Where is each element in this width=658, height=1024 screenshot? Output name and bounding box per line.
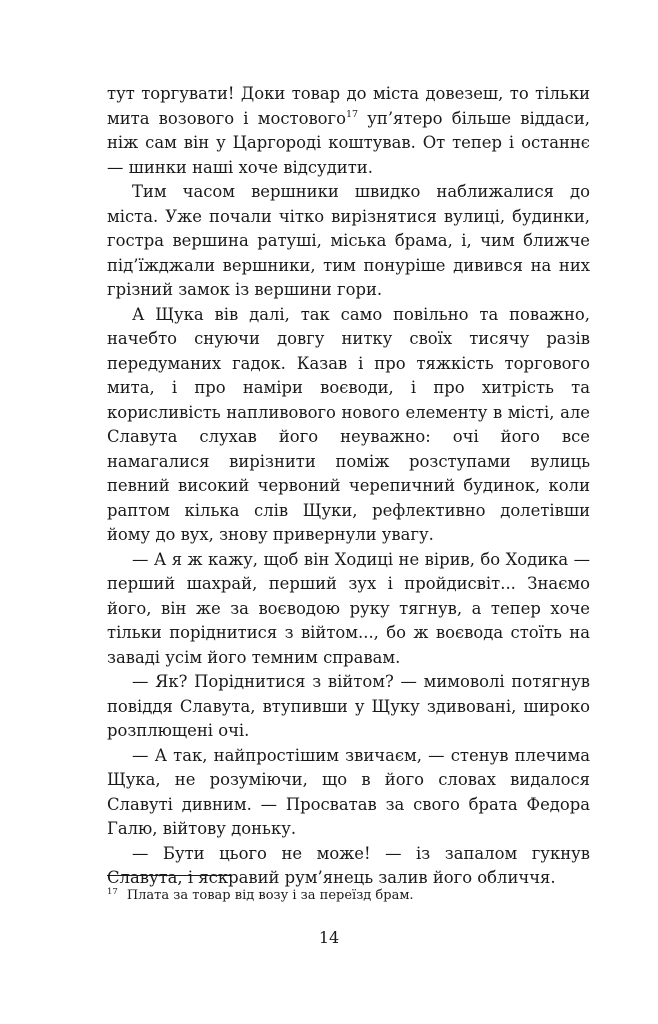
footnote-number: 17 (107, 887, 118, 897)
paragraph-3: А Щука вів далі, так само повільно та поважно, начебто снуючи довгу нитку своїх тисячу разів передуманих гадок. Казав і про тяжкість торгового мита, і про наміри воєводи, і про хитрість та корисливість напливового нового елементу в місті, але Славута слухав його неуважно: очі його все намагалися вирізнити поміж розступами вулиць певний високий червоний черепичний будинок, коли раптом кілька слів Щуки, рефлективно долетівши йому до вух, знову привернули увагу. (107, 304, 590, 544)
paragraph-7: — Бути цього не може! — із запалом гукнув Славута, і яскравий рум’янець залив його обличчя. (107, 843, 590, 887)
paragraph-2: Тим часом вершники швидко наближалися до міста. Уже почали чітко вирізнятися вулиці, будинки, гостра вершина ратуші, міська брама, і, чим ближче під’їжджали вершники, тим понуріше дивився на них грізний замок із вершини гори. (107, 182, 590, 299)
footnote-reference[interactable]: 17 (346, 108, 359, 120)
paragraph-4: — А я ж кажу, щоб він Ходиці не вірив, бо Ходика — перший шахрай, перший зух і пройдисвіт... Знаємо його, він же за воєводою руку тягнув, а тепер хоче тільки поріднитися з війтом..., бо ж воєвода стоїть на заваді усім його темним справам. (107, 549, 590, 667)
paragraph-1 (107, 82, 590, 180)
footnote-text: Плата за товар від возу і за переїзд брам. (126, 888, 414, 903)
page-number: 14 (318, 928, 340, 947)
footnote-divider (107, 875, 231, 876)
paragraph-6: — А так, найпростішим звичаєм, — стенув плечима Щука, не розуміючи, що в його словах видалося Славуті дивним. — Просватав за свого брата Федора Галю, війтову доньку. (107, 745, 590, 838)
page-body (107, 82, 590, 891)
paragraph-1-text-after: уп’ятеро більше віддаси, ніж сам він у Царгороді коштував. От тепер і останнє — шинки наші хоче відсудити. (107, 108, 590, 177)
footnote (107, 887, 590, 905)
paragraph-5: — Як? Поріднитися з війтом? — мимоволі потягнув повіддя Славута, втупивши у Щуку здивовані, широко розплющені очі. (107, 672, 590, 740)
paragraph-1-text-before: тут торгувати! Доки товар до міста довезеш, то тільки мита возового і мостового (107, 84, 590, 128)
